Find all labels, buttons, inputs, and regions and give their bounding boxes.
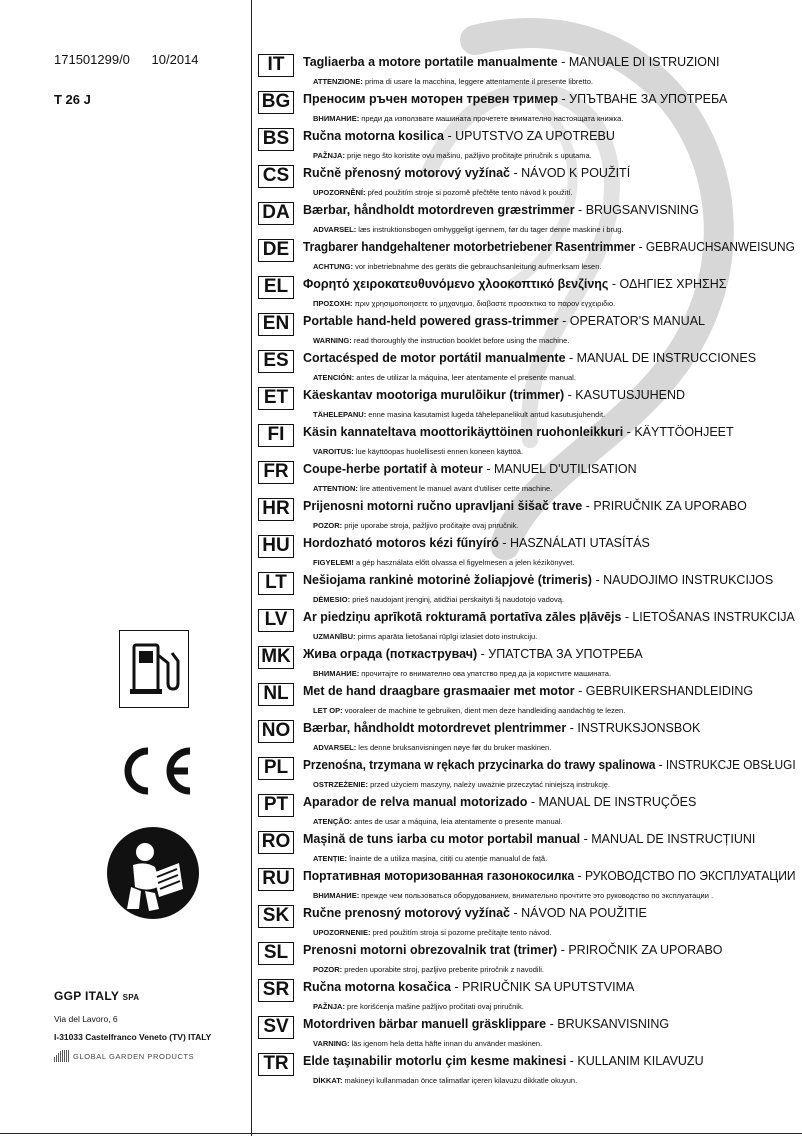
- warning-label: FIGYELEM!: [313, 558, 354, 567]
- title-separator: -: [574, 203, 586, 217]
- language-entry: [258, 461, 798, 498]
- product-name: Nešiojama rankinė motorinė žoliapjovė (trimeris): [303, 573, 592, 587]
- language-entry: [258, 54, 798, 91]
- manual-type: INSTRUKCJE OBSŁUGI: [665, 758, 796, 772]
- language-title: [303, 92, 727, 106]
- manual-type: NÁVOD K POUŽITÍ: [521, 166, 631, 180]
- language-entry: [258, 128, 798, 165]
- warning-text: pred použitím stroja si pozorne prečítajte tento návod.: [372, 928, 552, 937]
- manual-type: HASZNÁLATI UTASÍTÁS: [509, 536, 650, 550]
- language-title: [303, 55, 720, 69]
- product-name: Ručna motorna kosilica: [303, 129, 445, 143]
- language-entry: [258, 165, 798, 202]
- warning-text: před použitím stroje si pozorně přečtěte tento návod k použití.: [367, 188, 573, 197]
- manual-type: BRUKSANVISNING: [557, 1017, 670, 1031]
- language-code-badge: FR: [258, 461, 294, 484]
- warning-label: ACHTUNG:: [313, 262, 353, 271]
- warning-text: прочитајте го внимателно ова упатство пред да ја користите машината.: [361, 669, 612, 678]
- warning-text: makineyi kullanmadan önce talimatlar içeren kilavuzu dikkatle okuyun.: [344, 1076, 578, 1085]
- language-title: [303, 980, 634, 994]
- language-entry: [258, 720, 798, 757]
- company-name-text: GGP ITALY: [54, 989, 119, 1003]
- warning-label: VARNING:: [313, 1039, 350, 1048]
- language-entry: [258, 683, 798, 720]
- title-separator: -: [477, 647, 489, 661]
- title-separator: -: [564, 388, 576, 402]
- language-code-badge: TR: [258, 1053, 294, 1076]
- language-title: [303, 351, 756, 365]
- language-title: [303, 795, 696, 809]
- language-title: [303, 943, 723, 957]
- warning-label: POZOR:: [313, 965, 343, 974]
- language-code-badge: NL: [258, 683, 294, 706]
- language-title: [303, 240, 795, 254]
- language-entry: [258, 202, 798, 239]
- product-name: Ar piedziņu aprīkotā rokturamā portatīva zāles pļāvējs: [303, 610, 622, 624]
- warning-line: [313, 743, 551, 752]
- barcode-logo-icon: [54, 1050, 70, 1062]
- language-title: [303, 610, 795, 624]
- language-entry: [258, 350, 798, 387]
- language-title: [303, 462, 637, 476]
- warning-label: DĖMESIO:: [313, 595, 351, 604]
- language-code-badge: BS: [258, 128, 294, 151]
- ce-mark-icon: [110, 745, 196, 797]
- language-title: [303, 499, 747, 513]
- model-number: T 26 J: [54, 92, 91, 107]
- language-title: [303, 721, 700, 735]
- product-name: Przenośna, trzymana w rękach przycinarka do trawy spalinowa: [303, 758, 656, 772]
- language-title: [303, 314, 705, 328]
- language-entry: [258, 387, 798, 424]
- language-title: [303, 129, 615, 143]
- warning-line: [313, 484, 552, 493]
- language-code-badge: DE: [258, 239, 294, 262]
- warning-label: PAŽNJA:: [313, 1002, 345, 1011]
- warning-text: antes de usar a máquina, leia atentamente o presente manual.: [354, 817, 563, 826]
- product-name: Käeskantav mootoriga murulõikur (trimmer): [303, 388, 565, 402]
- warning-text: read thoroughly the instruction booklet before using the machine.: [353, 336, 570, 345]
- product-name: Met de hand draagbare grasmaaier met motor: [303, 684, 575, 698]
- warning-line: [313, 965, 544, 974]
- warning-label: ВНИМАНИЕ:: [313, 669, 360, 678]
- language-code-badge: SK: [258, 905, 294, 928]
- warning-text: prima di usare la macchina, leggere attentamente il presente libretto.: [364, 77, 593, 86]
- warning-line: [313, 595, 564, 604]
- warning-text: πριν χρησιμοποιησετε το μηχανημα, διαβαστε προσεκτικα το παρον εγχειριδιο.: [354, 299, 616, 308]
- warning-text: læs instruktionsbogen omhyggeligt igennem, før du tager denne maskine i brug.: [358, 225, 624, 234]
- language-code-badge: NO: [258, 720, 294, 743]
- product-name: Ručně přenosný motorový vyžínač: [303, 166, 511, 180]
- warning-line: [313, 1039, 542, 1048]
- title-separator: -: [565, 351, 577, 365]
- manual-type: MANUAL DE INSTRUCȚIUNI: [591, 832, 756, 846]
- column-divider: [251, 0, 252, 1136]
- company-address-line1: Via del Lavoro, 6: [54, 1014, 118, 1024]
- title-separator: -: [580, 832, 592, 846]
- warning-text: înainte de a utiliza mașina, citiți cu atenție manualul de față.: [349, 854, 548, 863]
- language-entry: [258, 757, 798, 794]
- language-code-badge: LT: [258, 572, 294, 595]
- bottom-rule: [0, 1133, 802, 1134]
- manual-type: KÄYTTÖOHJEET: [634, 425, 734, 439]
- language-title: [303, 832, 755, 846]
- title-separator: -: [591, 573, 604, 587]
- title-separator: -: [510, 906, 522, 920]
- company-name-suffix: SPA: [122, 993, 140, 1002]
- warning-text: преди да използвате машината прочетете внимателно настоящата книжка.: [361, 114, 624, 123]
- document-code-line: [54, 52, 199, 67]
- manual-type: UPUTSTVO ZA UPOTREBU: [455, 129, 615, 143]
- manual-type: KULLANIM KILAVUZU: [577, 1054, 704, 1068]
- warning-line: [313, 558, 574, 567]
- product-name: Käsin kannateltava moottorikäyttöinen ruohonleikkuri: [303, 425, 624, 439]
- product-name: Tagliaerba a motore portatile manualmente: [303, 55, 558, 69]
- manual-type: РУКОВОДСТВО ПО ЭКСПЛУАТАЦИИ: [584, 869, 796, 883]
- warning-line: [313, 188, 573, 197]
- product-name: Ručne prenosný motorový vyžínač: [303, 906, 511, 920]
- warning-text: lire attentivement le manuel avant d'utiliser cette machine.: [359, 484, 553, 493]
- title-separator: -: [558, 92, 570, 106]
- warning-text: prieš naudojant įrenginį, atidžiai perskaityti šį naudotojo vadovą.: [352, 595, 564, 604]
- manual-type: PRIRUČNIK ZA UPORABO: [593, 499, 747, 513]
- language-title: [303, 758, 796, 772]
- warning-line: [313, 1076, 577, 1085]
- language-entry: [258, 942, 798, 979]
- warning-line: [313, 299, 615, 308]
- language-code-badge: SL: [258, 942, 294, 965]
- warning-text: prije nego što koristite ovu mašinu, pažljivo pročitajte priručnik s uputama.: [347, 151, 592, 160]
- product-name: Bærbar, håndholdt motordrevet plentrimmer: [303, 721, 567, 735]
- product-name: Φορητό χειροκατευθυνόμενο χλοοκοπτικό βενζίνης: [303, 277, 609, 291]
- language-code-badge: ES: [258, 350, 294, 373]
- title-separator: -: [546, 1017, 558, 1031]
- title-separator: -: [635, 240, 646, 254]
- warning-text: preden uporabite stroj, pazljivo preberite priročnik z navodili.: [344, 965, 544, 974]
- title-separator: -: [450, 980, 463, 994]
- warning-line: [313, 336, 569, 345]
- manual-type: KASUTUSJUHEND: [575, 388, 686, 402]
- warning-line: [313, 225, 623, 234]
- warning-label: ADVARSEL:: [313, 225, 357, 234]
- language-code-badge: SR: [258, 979, 294, 1002]
- product-name: Hordozható motoros kézi fűnyíró: [303, 536, 499, 550]
- language-title: [303, 1017, 669, 1031]
- company-block: [54, 989, 211, 1062]
- warning-label: ADVARSEL:: [313, 743, 357, 752]
- language-title: [303, 573, 773, 587]
- product-name: Bærbar, håndholdt motordreven græstrimmer: [303, 203, 575, 217]
- warning-line: [313, 373, 576, 382]
- manual-type: BRUGSANVISNING: [585, 203, 699, 217]
- warning-label: ВНИМАНИЕ:: [313, 114, 360, 123]
- language-code-badge: EL: [258, 276, 294, 299]
- warning-text: a gép használata előtt olvassa el figyelmesen a jelen kézikönyvet.: [355, 558, 575, 567]
- title-separator: -: [498, 536, 510, 550]
- title-separator: -: [510, 166, 522, 180]
- title-separator: -: [623, 425, 635, 439]
- warning-line: [313, 521, 519, 530]
- warning-text: przed użyciem maszyny, należy uważnie przeczytać niniejszą instrukcję.: [370, 780, 611, 789]
- language-entry: [258, 535, 798, 572]
- language-code-badge: CS: [258, 165, 294, 188]
- language-code-badge: SV: [258, 1016, 294, 1039]
- warning-label: ВНИМАНИЕ:: [313, 891, 360, 900]
- product-name: Жива ограда (поткаструвач): [303, 647, 478, 661]
- warning-line: [313, 410, 605, 419]
- warning-label: OSTRZEŻENIE:: [313, 780, 369, 789]
- manual-type: MANUALE DI ISTRUZIONI: [568, 55, 720, 69]
- warning-label: VAROITUS:: [313, 447, 354, 456]
- warning-label: ATENȚIE:: [313, 854, 348, 863]
- title-separator: -: [566, 721, 578, 735]
- language-entry: [258, 646, 798, 683]
- title-separator: -: [482, 462, 494, 476]
- language-title: [303, 684, 753, 698]
- warning-line: [313, 77, 593, 86]
- language-entry: [258, 572, 798, 609]
- language-title: [303, 536, 650, 550]
- title-separator: -: [608, 277, 620, 291]
- company-logo: [54, 1050, 211, 1062]
- language-code-badge: PT: [258, 794, 294, 817]
- product-name: Prenosni motorni obrezovalnik trat (trimer): [303, 943, 558, 957]
- title-separator: -: [582, 499, 594, 513]
- manual-type: LIETOŠANAS INSTRUKCIJA: [632, 610, 795, 624]
- title-separator: -: [574, 684, 586, 698]
- language-code-badge: LV: [258, 609, 294, 632]
- title-separator: -: [655, 758, 666, 772]
- product-name: Prijenosni motorni ručno upravljani šišač trave: [303, 499, 583, 513]
- manual-type: УПАТСТВА ЗА УПОТРЕБА: [488, 647, 643, 661]
- warning-label: DİKKAT:: [313, 1076, 343, 1085]
- product-name: Coupe-herbe portatif à moteur: [303, 462, 483, 476]
- document-code: 171501299/0: [54, 52, 130, 67]
- warning-label: UPOZORNENIE:: [313, 928, 371, 937]
- warning-label: PAŽNJA:: [313, 151, 345, 160]
- warning-label: UPOZORNĚNÍ:: [313, 188, 366, 197]
- manual-type: OPERATOR'S MANUAL: [569, 314, 706, 328]
- warning-line: [313, 780, 610, 789]
- warning-text: lue käyttöopas huolellisesti ennen koneen käyttöä.: [355, 447, 523, 456]
- language-code-badge: MK: [258, 646, 294, 669]
- warning-label: TÄHELEPANU:: [313, 410, 367, 419]
- warning-line: [313, 706, 625, 715]
- language-entry: [258, 424, 798, 461]
- company-name: [54, 989, 211, 1003]
- warning-text: les denne bruksanvisningen nøye før du bruker maskinen.: [358, 743, 552, 752]
- language-entry: [258, 276, 798, 313]
- warning-line: [313, 262, 602, 271]
- warning-text: pirms aparāta lietošanai rūpīgi izlasiet doto instrukciju.: [357, 632, 538, 641]
- language-entry: [258, 794, 798, 831]
- read-manual-icon: [105, 825, 201, 921]
- language-list: [258, 54, 798, 1090]
- warning-line: [313, 447, 523, 456]
- manual-type: GEBRAUCHSANWEISUNG: [645, 240, 795, 254]
- product-name: Ručna motorna kosačica: [303, 980, 451, 994]
- language-entry: [258, 1016, 798, 1053]
- language-code-badge: PL: [258, 757, 294, 780]
- manual-type: NÁVOD NA POUŽITIE: [521, 906, 647, 920]
- title-separator: -: [527, 795, 539, 809]
- language-entry: [258, 905, 798, 942]
- product-name: Aparador de relva manual motorizado: [303, 795, 528, 809]
- language-entry: [258, 1053, 798, 1090]
- warning-text: antes de utilizar la máquina, leer atentamente el presente manual.: [356, 373, 576, 382]
- warning-text: prije uporabe stroja, pažljivo pročitajte ovaj priručnik.: [344, 521, 519, 530]
- language-title: [303, 425, 734, 439]
- product-name: Cortacésped de motor portátil manualmente: [303, 351, 566, 365]
- language-entry: [258, 979, 798, 1016]
- language-code-badge: HU: [258, 535, 294, 558]
- document-date: 10/2014: [151, 52, 199, 67]
- language-title: [303, 203, 699, 217]
- warning-text: läs igenom hela detta häfte innan du använder maskinen.: [351, 1039, 543, 1048]
- language-entry: [258, 609, 798, 646]
- warning-text: pre korišćenja mašine pažljivo pročitati ovaj priručnik.: [347, 1002, 524, 1011]
- manual-type: ΟΔΗΓΙΕΣ ΧΡΗΣΗΣ: [619, 277, 727, 291]
- warning-label: ΠΡΟΣΟΧΗ:: [313, 299, 353, 308]
- manual-type: MANUAL DE INSTRUCCIONES: [576, 351, 757, 365]
- warning-label: ATENCIÓN:: [313, 373, 355, 382]
- language-code-badge: DA: [258, 202, 294, 225]
- manual-type: УПЪТВАНЕ ЗА УПОТРЕБА: [569, 92, 728, 106]
- title-separator: -: [621, 610, 633, 624]
- language-title: [303, 1054, 704, 1068]
- warning-line: [313, 151, 592, 160]
- title-separator: -: [557, 943, 569, 957]
- product-name: Mașină de tuns iarba cu motor portabil manual: [303, 832, 581, 846]
- product-name: Motordriven bärbar manuell gräsklippare: [303, 1017, 547, 1031]
- warning-text: прежде чем пользоваться оборудованием, внимательно прочтите это руководство по эксплуатации .: [361, 891, 714, 900]
- product-name: Преносим ръчен моторен тревен тример: [303, 92, 559, 106]
- company-address-line2: I-31033 Castelfranco Veneto (TV) ITALY: [54, 1032, 212, 1042]
- language-code-badge: ET: [258, 387, 294, 410]
- language-title: [303, 277, 726, 291]
- language-code-badge: RU: [258, 868, 294, 891]
- manual-type: PRIROČNIK ZA UPORABO: [568, 943, 723, 957]
- language-code-badge: RO: [258, 831, 294, 854]
- warning-line: [313, 928, 551, 937]
- language-entry: [258, 868, 798, 905]
- company-tagline: GLOBAL GARDEN PRODUCTS: [73, 1051, 195, 1061]
- language-title: [303, 388, 685, 402]
- language-code-badge: EN: [258, 313, 294, 336]
- title-separator: -: [558, 314, 570, 328]
- title-separator: -: [574, 869, 585, 883]
- fuel-pump-icon: [120, 631, 188, 707]
- warning-label: ATTENZIONE:: [313, 77, 363, 86]
- language-code-badge: HR: [258, 498, 294, 521]
- language-entry: [258, 239, 798, 276]
- warning-label: WARNING:: [313, 336, 352, 345]
- product-name: Портативная моторизованная газонокосилка: [303, 869, 575, 883]
- language-entry: [258, 91, 798, 128]
- language-code-badge: BG: [258, 91, 294, 114]
- title-separator: -: [566, 1054, 578, 1068]
- fuel-symbol-box: [119, 630, 189, 708]
- warning-line: [313, 891, 713, 900]
- warning-line: [313, 854, 547, 863]
- title-separator: -: [444, 129, 456, 143]
- warning-line: [313, 1002, 524, 1011]
- manual-type: INSTRUKSJONSBOK: [577, 721, 701, 735]
- title-separator: -: [557, 55, 569, 69]
- language-title: [303, 647, 643, 661]
- language-entry: [258, 498, 798, 535]
- language-entry: [258, 831, 798, 868]
- warning-line: [313, 817, 563, 826]
- warning-label: ATTENTION:: [313, 484, 358, 493]
- product-name: Tragbarer handgehaltener motorbetriebener Rasentrimmer: [303, 240, 636, 254]
- warning-text: vor inbetriebnahme des geräts die gebrauchsanleitung aufmerksam lesen.: [355, 262, 602, 271]
- warning-label: ATENÇÃO:: [313, 817, 353, 826]
- language-code-badge: IT: [258, 54, 294, 77]
- language-entry: [258, 313, 798, 350]
- manual-type: NAUDOJIMO INSTRUKCIJOS: [603, 573, 774, 587]
- warning-line: [313, 669, 611, 678]
- warning-text: vooraleer de machine te gebruiken, dient men deze handleiding aandachtig te lezen.: [344, 706, 626, 715]
- language-title: [303, 166, 630, 180]
- language-title: [303, 869, 796, 883]
- warning-label: LET OP:: [313, 706, 343, 715]
- warning-line: [313, 632, 537, 641]
- warning-label: UZMANĪBU:: [313, 632, 356, 641]
- warning-text: enne masina kasutamist lugeda tähelepanelikult antud kasutusjuhendit.: [368, 410, 606, 419]
- language-title: [303, 906, 647, 920]
- warning-label: POZOR:: [313, 521, 343, 530]
- manual-type: GEBRUIKERSHANDLEIDING: [585, 684, 754, 698]
- product-name: Portable hand-held powered grass-trimmer: [303, 314, 559, 328]
- warning-line: [313, 114, 623, 123]
- product-name: Elde taşınabilir motorlu çim kesme makinesi: [303, 1054, 567, 1068]
- manual-type: PRIRUČNIK SA UPUTSTVIMA: [462, 980, 635, 994]
- manual-type: MANUAL DE INSTRUÇÕES: [538, 795, 697, 809]
- language-code-badge: FI: [258, 424, 294, 447]
- manual-type: MANUEL D'UTILISATION: [493, 462, 637, 476]
